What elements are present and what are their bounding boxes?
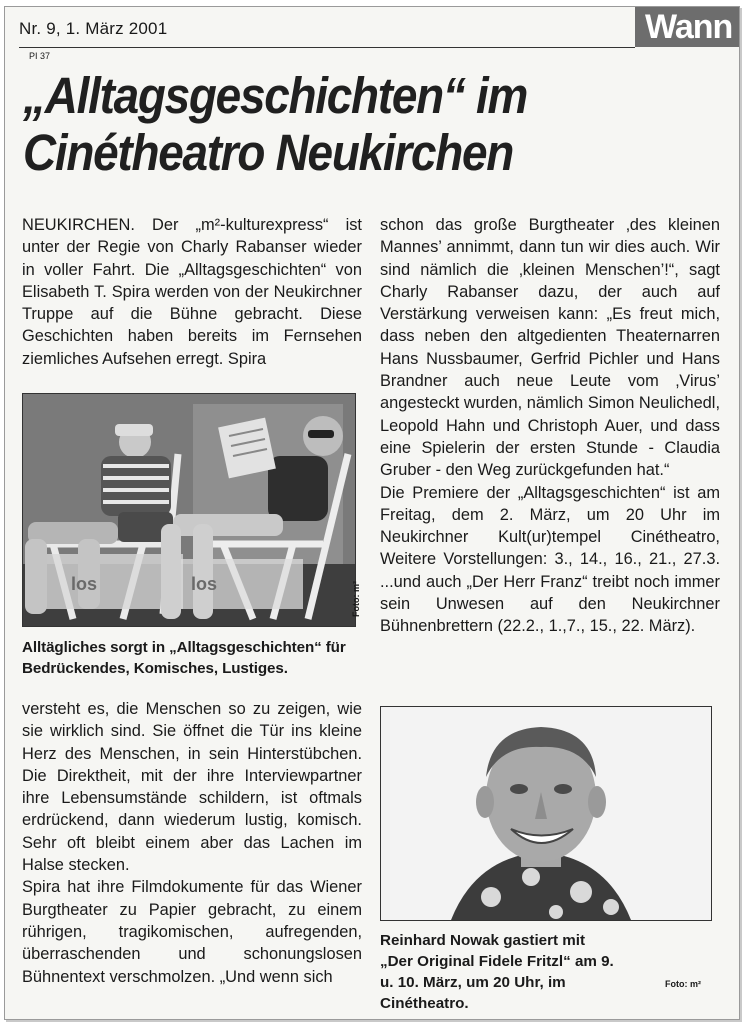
issue-date: Nr. 9, 1. März 2001	[19, 19, 168, 38]
headline	[23, 67, 653, 181]
article-column-1-bottom	[22, 698, 362, 988]
article-paragraph: Spira hat ihre Filmdokumente für das Wiener Burgtheater zu Papier gebracht, zu einem rührigen, tragikomischen, aufregenden, überraschenden und schonungslosen Bühnentext verschmolzen. „Und wenn sich	[22, 878, 362, 986]
photo-caption: Alltägliches sorgt in „Alltagsgeschichten“ für Bedrückendes, Komisches, Lustiges.	[22, 639, 346, 677]
chair-towel-text-left: los	[71, 574, 98, 594]
theater-scene-photo	[22, 393, 356, 627]
photo-credit: Foto: m²	[351, 581, 361, 617]
article-paragraph: NEUKIRCHEN. Der „m²-kulturexpress“ ist unter der Regie von Charly Rabanser wieder in voller Fahrt. Die „Alltagsgeschichten“ von Elisabeth T. Spira werden von der Neukirchner Truppe auf die Bühne gebracht. Diese Geschichten haben bereits im Fernsehen ziemliches Aufsehen erregt. Spira	[22, 216, 362, 368]
article-paragraph: Die Premiere der „Alltagsgeschichten“ ist am Freitag, dem 2. März, um 20 Uhr im Neukirchner Kult(ur)tempel Cinétheatro, Weitere Vorstellungen: 3., 14., 16., 21., 27.3. ...und auch „Der Herr Franz“ treibt noch immer sein Unwesen auf den Neukirchner Bühnenbrettern (22.2., 1.,7., 15., 22. März).	[380, 483, 720, 636]
section-rubric: Wann	[635, 7, 739, 47]
page-code: PI 37	[29, 51, 51, 61]
article-paragraph: schon das große Burgtheater ‚des kleinen Mannes’ annimmt, dann tun wir dies auch. Wir sind nämlich die ‚kleinen Menschen’!“, sagt Charly Rabanser dazu, der auch auf Verstärkung verweisen kann: „Es freut mich, dass neben den altgedienten Theaternarren Hans Nussbaumer, Gerfrid Pichler und Hans Brandner auch neue Leute vom ‚Virus’ angesteckt wurden, nämlich Simon Neulichedl, Leopold Hahn und Christoph Auer, und dass eine Spielerin der ersten Stunde - Claudia Gruber - den Weg zurückgefunden hat.“	[380, 216, 720, 480]
headline-line-1: „Alltagsgeschichten“ im	[23, 67, 528, 124]
headline-line-2: Cinétheatro Neukirchen	[23, 124, 514, 181]
theater-scene-drawing	[23, 394, 355, 626]
article-paragraph: versteht es, die Menschen so zu zeigen, wie sie wirklich sind. Sie öffnet die Tür ins kleine Herz des Menschen, in sein Hinterstübchen. Die Direktheit, mit der ihre Interviewpartner ihre Lebensumstände schildern, ist oftmals erdrückend, dann wiederum lustig, komisch. Sehr oft bleibt einem aber das Lachen im Halse stecken.	[22, 700, 362, 875]
portrait-photo-credit: Foto: m²	[665, 979, 701, 989]
portrait-photo	[380, 706, 712, 921]
portrait-drawing	[381, 707, 711, 920]
newspaper-clipping	[4, 6, 740, 1020]
chair-towel-text-right: los	[191, 574, 218, 594]
portrait-caption: Reinhard Nowak gastiert mit „Der Original Fidele Fritzl“ am 9. u. 10. März, um 20 Uhr, im Cinétheatro.	[380, 932, 614, 1012]
article-column-2	[380, 214, 720, 638]
header-rule	[19, 47, 635, 48]
article-column-1-top	[22, 214, 362, 370]
